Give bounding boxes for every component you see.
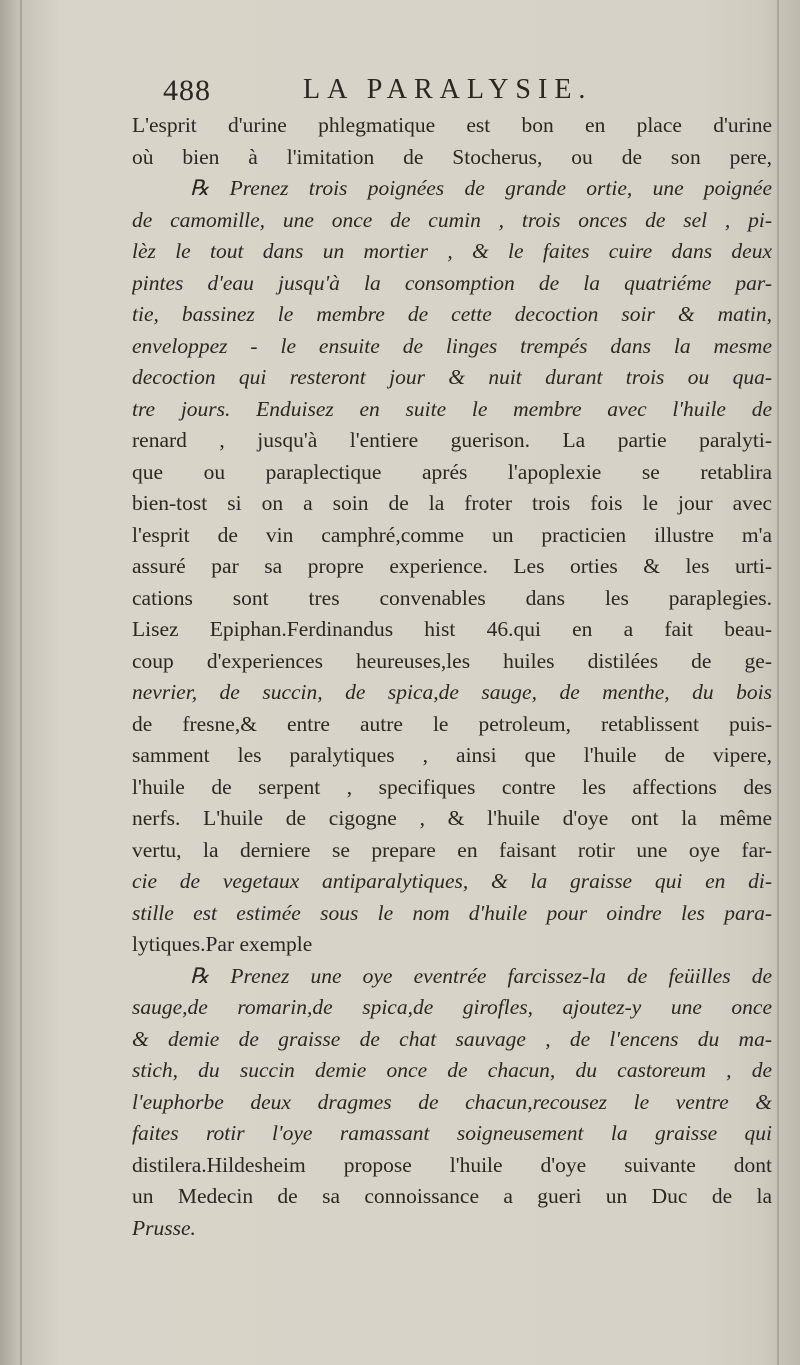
text-line: vertu, la derniere se prepare en faisant rotir une oye far- [132, 837, 772, 862]
text-line: cations sont tres convenables dans les paraplegies. [132, 585, 772, 610]
text-line: que ou paraplectique aprés l'apoplexie se retablira [132, 459, 772, 484]
text-line: nerfs. L'huile de cigogne , & l'huile d'oye ont la même [132, 806, 772, 830]
text-line: lèz le tout dans un mortier , & le faites cuire dans deux [132, 239, 772, 263]
text-line: un Medecin de sa connoissance a gueri un Duc de la [132, 1184, 772, 1208]
body-text [132, 110, 772, 1244]
page-number: 488 [163, 74, 211, 107]
text-line: de camomille, une once de cumin , trois onces de sel , pi- [132, 207, 772, 232]
text-line: stich, du succin demie once de chacun, du castoreum , de [132, 1058, 772, 1082]
text-line: tre jours. Enduisez en suite le membre avec l'huile de [132, 396, 772, 421]
text-line: cie de vegetaux antiparalytiques, & la graisse qui en di- [132, 869, 772, 893]
text-line: bien-tost si on a soin de la froter trois fois le jour avec [132, 491, 772, 515]
text-line: nevrier, de succin, de spica,de sauge, de menthe, du bois [132, 680, 772, 704]
text-line: stille est estimée sous le nom d'huile pour oindre les para- [132, 900, 772, 925]
text-line: l'esprit de vin camphré,comme un practicien illustre m'a [132, 522, 772, 547]
text-line: l'huile de serpent , specifiques contre les affections des [132, 774, 772, 799]
text-line: renard , jusqu'à l'entiere guerison. La partie paralyti- [132, 428, 772, 452]
text-line: assuré par sa propre experience. Les orties & les urti- [132, 554, 772, 578]
text-line: distilera.Hildesheim propose l'huile d'oye suivante dont [132, 1152, 772, 1177]
text-line: ℞ Prenez une oye eventrée farcissez-la de feüilles de [190, 963, 772, 988]
text-line: L'esprit d'urine phlegmatique est bon en place d'urine [132, 113, 772, 137]
text-line: Prusse. [132, 1215, 196, 1240]
text-line: & demie de graisse de chat sauvage , de l'encens du ma- [132, 1026, 772, 1051]
text-line: sauge,de romarin,de spica,de girofles, ajoutez-y une once [132, 995, 772, 1019]
text-line: Lisez Epiphan.Ferdinandus hist 46.qui en a fait beau- [132, 617, 772, 641]
text-line: l'euphorbe deux dragmes de chacun,recousez le ventre & [132, 1089, 772, 1114]
page-edge-shadow [20, 0, 22, 1365]
running-head [163, 74, 643, 114]
page-edge-shadow-right [777, 0, 779, 1365]
running-title: LA PARALYSIE. [303, 74, 593, 105]
text-line: ℞ Prenez trois poignées de grande ortie, une poignée [190, 176, 772, 200]
text-line: coup d'experiences heureuses,les huiles distilées de ge- [132, 648, 772, 673]
text-line: tie, bassinez le membre de cette decoction soir & matin, [132, 302, 772, 326]
text-line: pintes d'eau jusqu'à la consomption de la quatriéme par- [132, 270, 772, 295]
text-line: enveloppez - le ensuite de linges trempés dans la mesme [132, 333, 772, 358]
text-line: samment les paralytiques , ainsi que l'huile de vipere, [132, 743, 772, 767]
text-line: où bien à l'imitation de Stocherus, ou de son pere, [132, 144, 772, 169]
text-line: faites rotir l'oye ramassant soigneusement la graisse qui [132, 1121, 772, 1145]
text-line: lytiques.Par exemple [132, 932, 313, 956]
text-line: decoction qui resteront jour & nuit durant trois ou qua- [132, 365, 772, 389]
text-line: de fresne,& entre autre le petroleum, retablissent puis- [132, 711, 772, 736]
